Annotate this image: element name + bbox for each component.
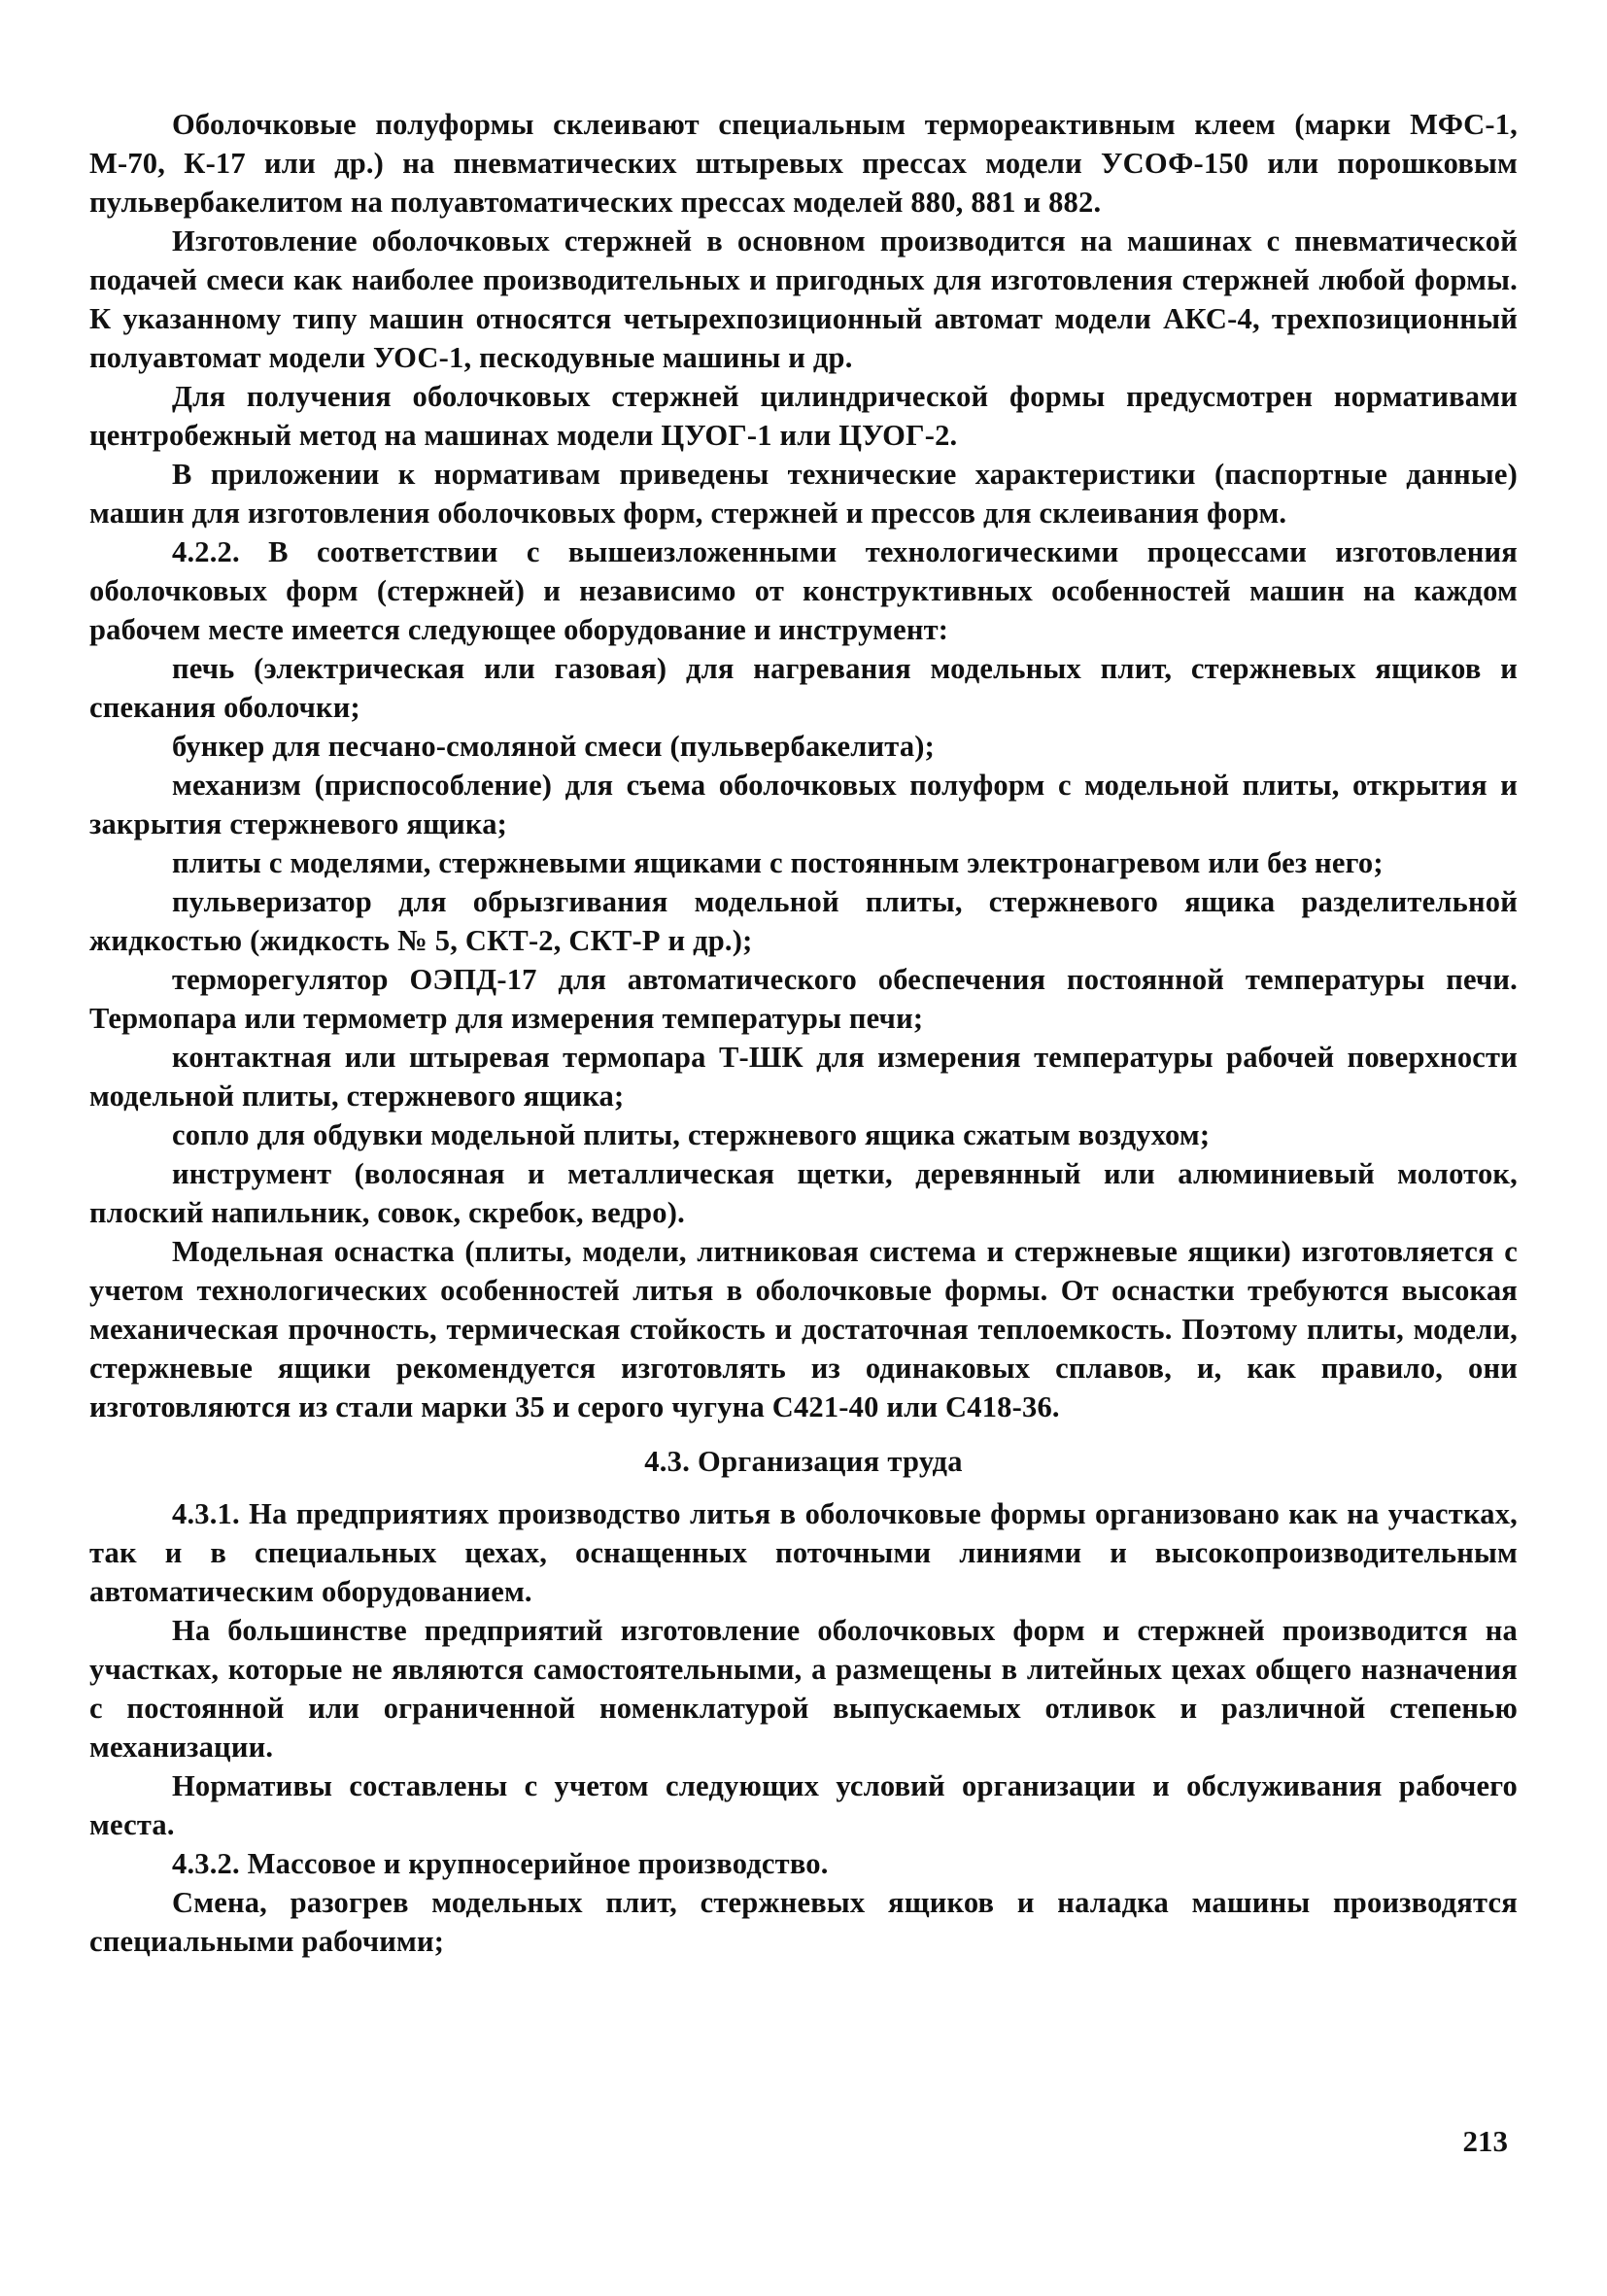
equipment-item-furnace: печь (электрическая или газовая) для нагревания модельных плит, стержневых ящиков и спекания оболочки; <box>89 652 1518 724</box>
paragraph-mass-production: 4.3.2. Массовое и крупносерийное производство. <box>172 1847 829 1880</box>
equipment-item-bunker: бункер для песчано-смоляной смеси (пульвербакелита); <box>172 730 935 763</box>
paragraph-norms-conditions: Нормативы составлены с учетом следующих условий организации и обслуживания рабочего места. <box>89 1769 1518 1841</box>
paragraph-tooling: Модельная оснастка (плиты, модели, литниковая система и стержневые ящики) изготовляется с учетом технологических особенностей литья в оболочковые формы. От оснастки требуются высокая механическая прочность, термическая стойкость и достаточная теплоемкость. Поэтому плиты, модели, стержневые ящики рекомендуется изготовлять из одинаковых сплавов, и, как правило, они изготовляются из стали марки 35 и серого чугуна С421-40 или С418-36. <box>89 1235 1518 1423</box>
equipment-item-thermocouple: контактная или штыревая термопара Т-ШК для измерения температуры рабочей поверхности модельной плиты, стержневого ящика; <box>89 1041 1518 1113</box>
paragraph-organization: 4.3.1. На предприятиях производство литья в оболочковые формы организовано как на участках, так и в специальных цехах, оснащенных поточными линиями и высокопроизводительным автоматическим оборудованием. <box>89 1497 1518 1608</box>
equipment-item-plates: плиты с моделями, стержневыми ящиками с постоянным электронагревом или без него; <box>172 846 1384 879</box>
paragraph-equipment-intro: 4.2.2. В соответствии с вышеизложенными технологическими процессами изготовления оболочковых форм (стержней) и независимо от конструктивных особенностей машин на каждом рабочем месте имеется следующее оборудование и инструмент: <box>89 535 1518 646</box>
equipment-item-tools: инструмент (волосяная и металлическая щетки, деревянный или алюминиевый молоток, плоский напильник, совок, скребок, ведро). <box>89 1157 1518 1229</box>
equipment-item-nozzle: сопло для обдувки модельной плиты, стержневого ящика сжатым воздухом; <box>172 1118 1211 1151</box>
paragraph-appendix: В приложении к нормативам приведены технические характеристики (паспортные данные) машин для изготовления оболочковых форм, стержней и прессов для склеивания форм. <box>89 458 1518 530</box>
paragraph-shift-setup: Смена, разогрев модельных плит, стержневых ящиков и наладка машины производятся специальными рабочими; <box>89 1886 1518 1958</box>
equipment-item-mechanism: механизм (приспособление) для съема оболочковых полуформ с модельной плиты, открытия и закрытия стержневого ящика; <box>89 769 1518 840</box>
paragraph-majority-enterprises: На большинстве предприятий изготовление оболочковых форм и стержней производится на участках, которые не являются самостоятельными, а размещены в литейных цехах общего назначения с постоянной или ограниченной номенклатурой выпускаемых отливок и различной степенью механизации. <box>89 1614 1518 1764</box>
paragraph-cylindrical-cores: Для получения оболочковых стержней цилиндрической формы предусмотрен нормативами центробежный метод на машинах модели ЦУОГ-1 или ЦУОГ-2. <box>89 380 1518 452</box>
equipment-item-thermoregulator: терморегулятор ОЭПД-17 для автоматического обеспечения постоянной температуры печи. Термопара или термометр для измерения температуры печи; <box>89 963 1518 1035</box>
paragraph-core-machines: Изготовление оболочковых стержней в основном производится на машинах с пневматической подачей смеси как наиболее производительных и пригодных для изготовления стержней любой формы. К указанному типу машин относятся четырехпозиционный автомат модели АКС-4, трехпозиционный полуавтомат модели УОС-1, пескодувные машины и др. <box>89 224 1518 374</box>
paragraph-shell-gluing: Оболочковые полуформы склеивают специальным термореактивным клеем (марки МФС-1, М-70, К-17 или др.) на пневматических штыревых прессах модели УСОФ-150 или порошковым пульвербакелитом на полуавтоматических прессах моделей 880, 881 и 882. <box>89 108 1518 219</box>
equipment-item-sprayer: пульверизатор для обрызгивания модельной плиты, стержневого ящика разделительной жидкостью (жидкость № 5, СКТ-2, СКТ-Р и др.); <box>89 885 1518 957</box>
section-heading: 4.3. Организация труда <box>644 1445 963 1478</box>
document-page <box>89 105 1518 1961</box>
page-number: 213 <box>1462 2124 1508 2158</box>
